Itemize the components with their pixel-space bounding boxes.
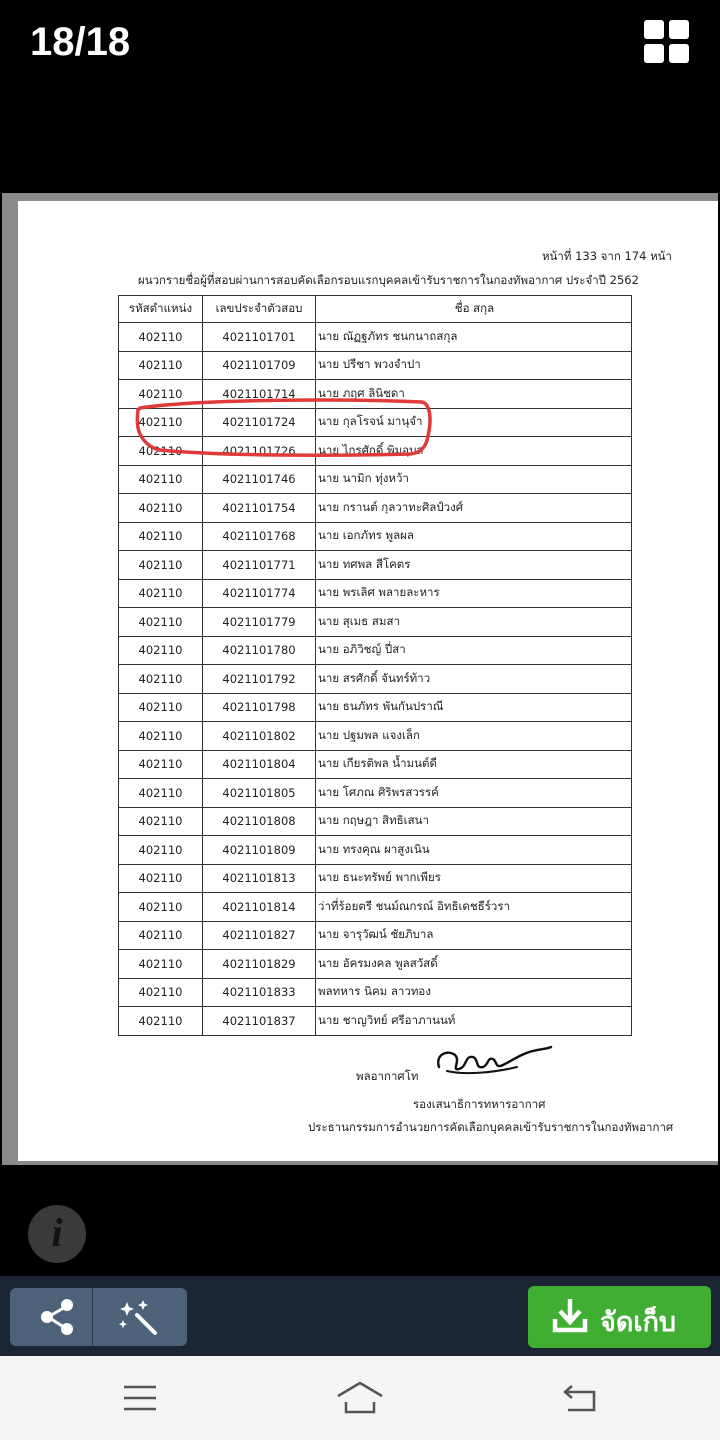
table-row — [119, 636, 632, 665]
exam-id-cell: 4021101774 — [203, 579, 316, 608]
exam-id-cell: 4021101780 — [203, 636, 316, 665]
exam-id-cell: 4021101768 — [203, 522, 316, 551]
exam-id-cell: 4021101714 — [203, 380, 316, 409]
info-button[interactable] — [28, 1205, 86, 1263]
exam-id-cell: 4021101804 — [203, 750, 316, 779]
exam-id-cell: 4021101724 — [203, 408, 316, 437]
grid-icon[interactable] — [644, 20, 690, 64]
full-name-cell: นาย เกียรติพล น้ำมนต์ดี — [316, 750, 632, 779]
full-name-cell: นาย กรานต์ กุลวาทะศิลป์วงศ์ — [316, 494, 632, 523]
table-row — [119, 921, 632, 950]
full-name-cell: นาย ทศพล สีโคตร — [316, 551, 632, 580]
full-name-cell: นาย อัครมงคล พูลสวัสดิ์ — [316, 950, 632, 979]
position-code-cell: 402110 — [119, 779, 203, 808]
table-row — [119, 608, 632, 637]
table-row — [119, 864, 632, 893]
exam-id-cell: 4021101833 — [203, 978, 316, 1007]
full-name-cell: นาย ณัฏฐภัทร ชนกนาถสกุล — [316, 323, 632, 352]
position-code-cell: 402110 — [119, 408, 203, 437]
table-row — [119, 551, 632, 580]
position-code-cell: 402110 — [119, 750, 203, 779]
exam-id-cell: 4021101802 — [203, 722, 316, 751]
exam-id-cell: 4021101709 — [203, 351, 316, 380]
position-code-cell: 402110 — [119, 608, 203, 637]
table-row — [119, 522, 632, 551]
exam-id-cell: 4021101701 — [203, 323, 316, 352]
table-row — [119, 351, 632, 380]
full-name-cell: นาย อภิวิชญ์ ปี่สา — [316, 636, 632, 665]
position-code-cell: 402110 — [119, 494, 203, 523]
table-row — [119, 978, 632, 1007]
page-counter: 18/18 — [30, 20, 131, 64]
position-code-cell: 402110 — [119, 950, 203, 979]
menu-icon[interactable] — [120, 1383, 160, 1413]
exam-id-cell: 4021101746 — [203, 465, 316, 494]
exam-id-cell: 4021101827 — [203, 921, 316, 950]
full-name-cell: นาย นามิก ทุ่งหว้า — [316, 465, 632, 494]
table-row — [119, 465, 632, 494]
full-name-cell: นาย สุเมธ สมสา — [316, 608, 632, 637]
full-name-cell: ว่าที่ร้อยตรี ชนม์ณกรณ์ อิทธิเดชธีร์วรา — [316, 893, 632, 922]
position-code-cell: 402110 — [119, 465, 203, 494]
position-code-cell: 402110 — [119, 836, 203, 865]
exam-id-cell: 4021101779 — [203, 608, 316, 637]
table-row — [119, 1007, 632, 1036]
table-row — [119, 779, 632, 808]
exam-id-cell: 4021101805 — [203, 779, 316, 808]
position-code-cell: 402110 — [119, 864, 203, 893]
position-code-cell: 402110 — [119, 693, 203, 722]
full-name-cell: นาย ธนะทรัพย์ พากเพียร — [316, 864, 632, 893]
table-row — [119, 665, 632, 694]
table-row — [119, 750, 632, 779]
exam-id-cell: 4021101813 — [203, 864, 316, 893]
table-row — [119, 494, 632, 523]
full-name-cell: นาย ธนภัทร พันกันปราณี — [316, 693, 632, 722]
full-name-cell: นาย เอกภัทร พูลผล — [316, 522, 632, 551]
column-header: เลขประจำตัวสอบ — [203, 296, 316, 323]
full-name-cell: พลทหาร นิคม ลาวทอง — [316, 978, 632, 1007]
highlight-annotation — [130, 396, 440, 464]
full-name-cell: นาย ปรีชา พวงจำปา — [316, 351, 632, 380]
table-row — [119, 323, 632, 352]
table-row — [119, 693, 632, 722]
table-row — [119, 836, 632, 865]
full-name-cell: นาย ทรงคุณ ผาสูงเนิน — [316, 836, 632, 865]
save-label: จัดเก็บ — [600, 1307, 677, 1338]
signature-image — [433, 1041, 553, 1081]
position-code-cell: 402110 — [119, 921, 203, 950]
share-icon — [10, 1288, 104, 1346]
full-name-cell: นาย ไกรศักดิ์ พิมอุบล — [316, 437, 632, 466]
column-header: รหัสตำแหน่ง — [119, 296, 203, 323]
position-code-cell: 402110 — [119, 665, 203, 694]
document-title: ผนวกรายชื่อผู้ที่สอบผ่านการสอบคัดเลือกรอบแรกบุคคลเข้ารับราชการในกองทัพอากาศ ประจำปี 2562 — [138, 273, 639, 287]
full-name-cell: นาย จารุวัฒน์ ชัยภิบาล — [316, 921, 632, 950]
exam-id-cell: 4021101792 — [203, 665, 316, 694]
enhance-button[interactable] — [92, 1288, 187, 1346]
position-code-cell: 402110 — [119, 579, 203, 608]
download-icon — [546, 1286, 606, 1348]
table-row — [119, 722, 632, 751]
column-header: ชื่อ สกุล — [316, 296, 632, 323]
document-viewer[interactable] — [2, 193, 718, 1165]
table-row — [119, 950, 632, 979]
save-button[interactable] — [528, 1286, 711, 1348]
position-code-cell: 402110 — [119, 323, 203, 352]
table-header — [119, 296, 632, 323]
table-row — [119, 807, 632, 836]
system-nav-bar — [0, 1356, 720, 1440]
position-code-cell: 402110 — [119, 437, 203, 466]
share-button[interactable] — [10, 1288, 104, 1346]
exam-id-cell: 4021101798 — [203, 693, 316, 722]
exam-id-cell: 4021101808 — [203, 807, 316, 836]
full-name-cell: นาย พรเลิศ พลายละหาร — [316, 579, 632, 608]
table-row — [119, 893, 632, 922]
full-name-cell: นาย กุลโรจน์ มานุจำ — [316, 408, 632, 437]
position-code-cell: 402110 — [119, 551, 203, 580]
position-code-cell: 402110 — [119, 522, 203, 551]
full-name-cell: นาย โศภณ ศิริพรสวรรค์ — [316, 779, 632, 808]
position-code-cell: 402110 — [119, 722, 203, 751]
exam-id-cell: 4021101814 — [203, 893, 316, 922]
position-code-cell: 402110 — [119, 351, 203, 380]
info-icon: i — [51, 1210, 63, 1255]
full-name-cell: นาย ปฐมพล แจงเล็ก — [316, 722, 632, 751]
exam-id-cell: 4021101829 — [203, 950, 316, 979]
full-name-cell: นาย สรศักดิ์ จันทร์ท้าว — [316, 665, 632, 694]
position-code-cell: 402110 — [119, 380, 203, 409]
exam-id-cell: 4021101837 — [203, 1007, 316, 1036]
position-code-cell: 402110 — [119, 978, 203, 1007]
position-code-cell: 402110 — [119, 1007, 203, 1036]
signer-rank: พลอากาศโท — [356, 1069, 419, 1083]
exam-id-cell: 4021101726 — [203, 437, 316, 466]
document-page — [18, 201, 718, 1161]
page-info: หน้าที่ 133 จาก 174 หน้า — [541, 249, 672, 263]
magic-wand-icon — [93, 1288, 187, 1346]
full-name-cell: นาย ชาญวิทย์ ศรีอาภานนท์ — [316, 1007, 632, 1036]
table-row — [119, 579, 632, 608]
back-icon[interactable] — [558, 1382, 602, 1416]
exam-id-cell: 4021101771 — [203, 551, 316, 580]
full-name-cell: นาย กฤษฎา สิทธิเสนา — [316, 807, 632, 836]
signer-position: รองเสนาธิการทหารอากาศ — [413, 1097, 546, 1111]
position-code-cell: 402110 — [119, 636, 203, 665]
signer-organization: ประธานกรรมการอำนวยการคัดเลือกบุคคลเข้ารับราชการในกองทัพอากาศ — [308, 1120, 674, 1134]
exam-id-cell: 4021101754 — [203, 494, 316, 523]
position-code-cell: 402110 — [119, 893, 203, 922]
position-code-cell: 402110 — [119, 807, 203, 836]
full-name-cell: นาย ภฤศ ลินิชดา — [316, 380, 632, 409]
home-icon[interactable] — [334, 1380, 386, 1416]
exam-id-cell: 4021101809 — [203, 836, 316, 865]
